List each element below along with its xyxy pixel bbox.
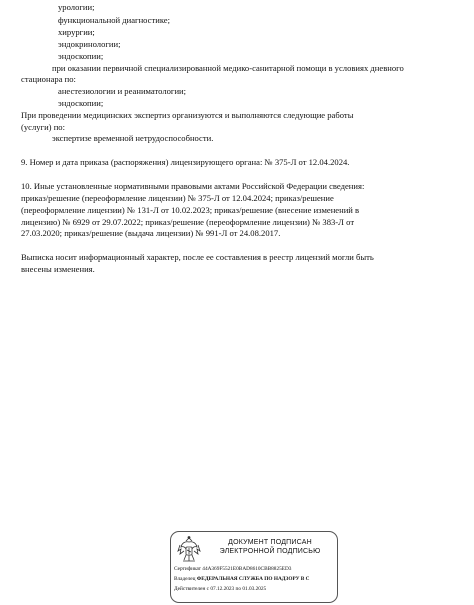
doc-line: При проведении медицинских экспертиз организуются и выполняются следующие работы — [21, 110, 354, 120]
doc-line: при оказании первичной специализированной медико-санитарной помощи в условиях дневного — [52, 63, 404, 73]
electronic-signature-stamp — [170, 531, 338, 603]
disclaimer-line: Выписка носит информационный характер, после ее составления в реестр лицензий могли быть — [21, 252, 374, 262]
doc-line: 27.03.2020; приказ/решение (выдача лицензии) № 991-Л от 24.08.2017. — [21, 228, 281, 238]
doc-line: анестезиологии и реаниматологии; — [58, 86, 187, 96]
coat-of-arms-icon — [177, 535, 201, 565]
license-order-number: 9. Номер и дата приказа (распоряжения) лицензирующего органа: № 375-Л от 12.04.2024. — [21, 157, 350, 167]
stamp-title: ДОКУМЕНТ ПОДПИСАН ЭЛЕКТРОННОЙ ПОДПИСЬЮ — [219, 539, 321, 555]
doc-line: эндокринологии; — [58, 39, 121, 49]
certificate-owner: Владелец ФЕДЕРАЛЬНАЯ СЛУЖБА ПО НАДЗОРУ В С — [174, 576, 310, 582]
doc-line: функциональной диагностике; — [58, 15, 171, 25]
doc-line: 10. Иные установленные нормативными правовыми актами Российской Федерации сведения: — [21, 181, 365, 191]
disclaimer-line: внесены изменения. — [21, 264, 95, 274]
doc-line: урологии; — [58, 2, 95, 12]
doc-line: эндоскопии; — [58, 98, 104, 108]
certificate-number: Сертификат 44A369F5521E0BAD8610CBB8825ED3 — [174, 566, 292, 572]
doc-line: стационара по: — [21, 74, 76, 84]
doc-line: хирургии; — [58, 27, 95, 37]
doc-line: экспертизе временной нетрудоспособности. — [52, 133, 214, 143]
certificate-validity: Действителен с 07.12.2023 по 01.03.2025 — [174, 586, 267, 592]
doc-line: эндоскопии; — [58, 51, 104, 61]
doc-line: лицензию) № 6929 от 29.07.2022; приказ/решение (переоформление лицензии) № 383-Л от — [21, 217, 355, 227]
doc-line: (услуги) по: — [21, 122, 65, 132]
doc-line: приказ/решение (переоформление лицензии) № 375-Л от 12.04.2024; приказ/решение — [21, 193, 334, 203]
doc-line: (переоформление лицензии) № 131-Л от 10.02.2023; приказ/решение (внесение изменений в — [21, 205, 360, 215]
